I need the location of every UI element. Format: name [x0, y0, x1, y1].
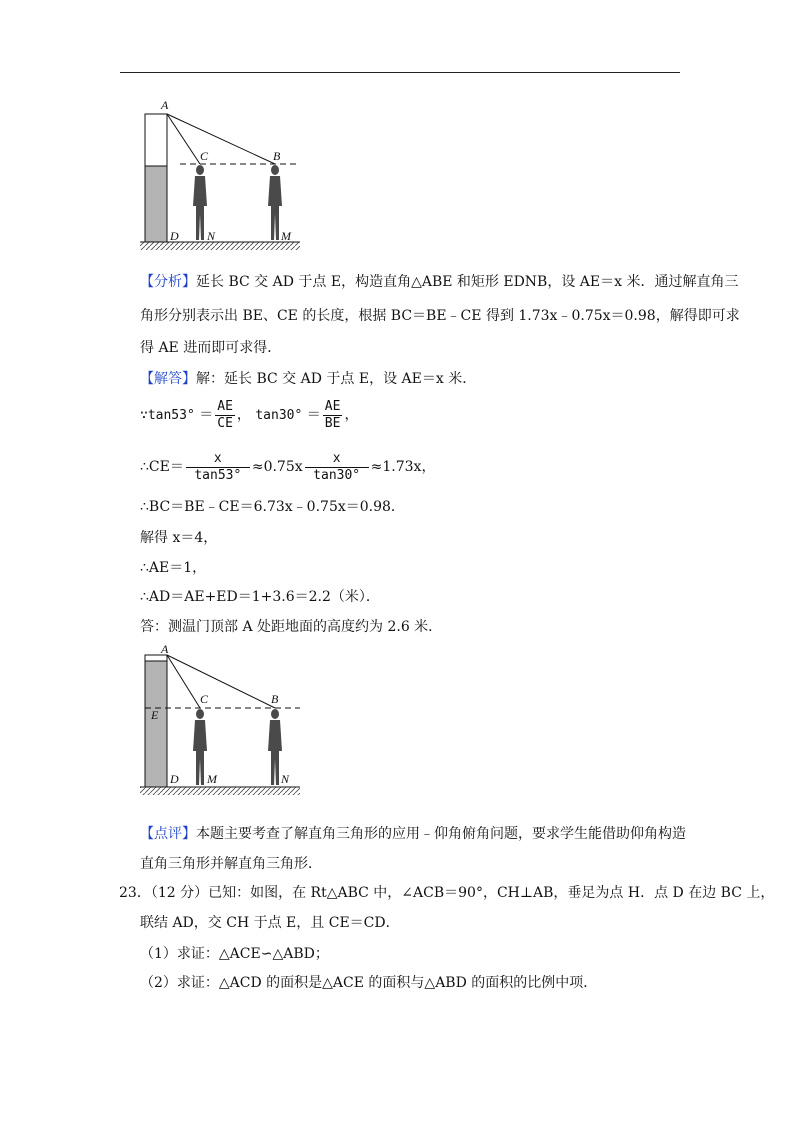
label-A: A [161, 643, 169, 656]
ce-expression [140, 450, 435, 484]
analysis-text-1: 延长 BC 交 AD 于点 E，构造直角△ABE 和矩形 EDNB，设 AE＝x 米．通过解直角三 [196, 274, 739, 290]
ad-line: ∴AD＝AE+ED＝1+3.6＝2.2（米）． [140, 589, 380, 605]
label-M: M [281, 229, 291, 243]
figure-1 [135, 96, 310, 252]
tan53-label: ∵tan53° [140, 408, 195, 423]
problem-23-line-2: 联结 AD，交 CH 于点 E，且 CE＝CD． [140, 915, 400, 931]
review-line-1 [140, 824, 686, 844]
analysis-line-1 [140, 272, 738, 292]
tan30-label: tan30° [255, 408, 303, 423]
label-C: C [200, 149, 209, 163]
label-D: D [170, 772, 179, 786]
bc-line: ∴BC＝BE﹣CE＝6.73x﹣0.75x＝0.98． [140, 499, 405, 515]
person-silhouette-4 [268, 709, 282, 785]
problem-23-line-1: 23．（12 分）已知：如图，在 Rt△ABC 中，∠ACB＝90°，CH⊥AB，垂足为点 H．点 D 在边 BC 上， [119, 885, 775, 901]
label-A: A [161, 98, 169, 112]
label-N: N [207, 229, 216, 243]
analysis-line-3: 得 AE 进而即可求得． [140, 340, 282, 356]
tan-relations: ∵tan53° ＝ $\frac{AE}{CE}$ ， tan30° ＝ $\frac{AE}{BE}$ ， [140, 398, 359, 431]
label-B: B [273, 149, 281, 163]
person-silhouette-3 [193, 709, 207, 785]
analysis-tag: 【分析】 [140, 274, 196, 290]
label-N: N [281, 772, 290, 786]
solution-line-1 [140, 369, 476, 389]
ce-lead: ∴CE＝ [140, 459, 184, 475]
problem-23-question-1: （1）求证：△ACE∽△ABD； [140, 946, 329, 962]
equals-sign: ＝ [199, 407, 214, 423]
solution-tag: 【解答】 [140, 371, 196, 387]
ce-mid: ≈0.75x [251, 459, 303, 475]
person-silhouette-2 [268, 165, 282, 240]
solution-intro: 解：延长 BC 交 AD 于点 E，设 AE＝x 米． [196, 371, 477, 387]
header-rule [120, 72, 680, 73]
fraction-ae-ce: $\frac{AE}{CE}$ [217, 398, 233, 431]
label-E: E [151, 708, 159, 722]
label-C: C [200, 692, 209, 706]
label-D: D [170, 229, 179, 243]
label-M: M [207, 772, 217, 786]
analysis-line-2: 角形分别表示出 BE、CE 的长度，根据 BC＝BE﹣CE 得到 1.73x﹣0.75x＝0.98，解得即可求 [140, 308, 740, 324]
fraction-x-tan30: $\frac{x}{\tan 30^\circ}$ [305, 451, 369, 484]
fraction-ae-be: $\frac{AE}{BE}$ [324, 398, 341, 431]
ce-end: ≈1.73x， [370, 459, 436, 475]
problem-23-question-2: （2）求证：△ACD 的面积是△ACE 的面积与△ABD 的面积的比例中项． [140, 975, 598, 991]
ae-line: ∴AE＝1， [140, 560, 207, 576]
label-B: B [271, 692, 279, 706]
review-line-2: 直角三角形并解直角三角形． [140, 856, 322, 872]
review-text-1: 本题主要考查了解直角三角形的应用﹣仰角俯角问题，要求学生能借助仰角构造 [196, 826, 686, 842]
figure-2 [135, 643, 310, 799]
solve-line: 解得 x＝4， [140, 530, 218, 546]
fraction-x-tan53: $\frac{x}{\tan 53^\circ}$ [186, 451, 250, 484]
person-silhouette-1 [193, 165, 207, 240]
review-tag: 【点评】 [140, 826, 196, 842]
answer-line: 答：测温门顶部 A 处距地面的高度约为 2.6 米． [140, 619, 443, 635]
